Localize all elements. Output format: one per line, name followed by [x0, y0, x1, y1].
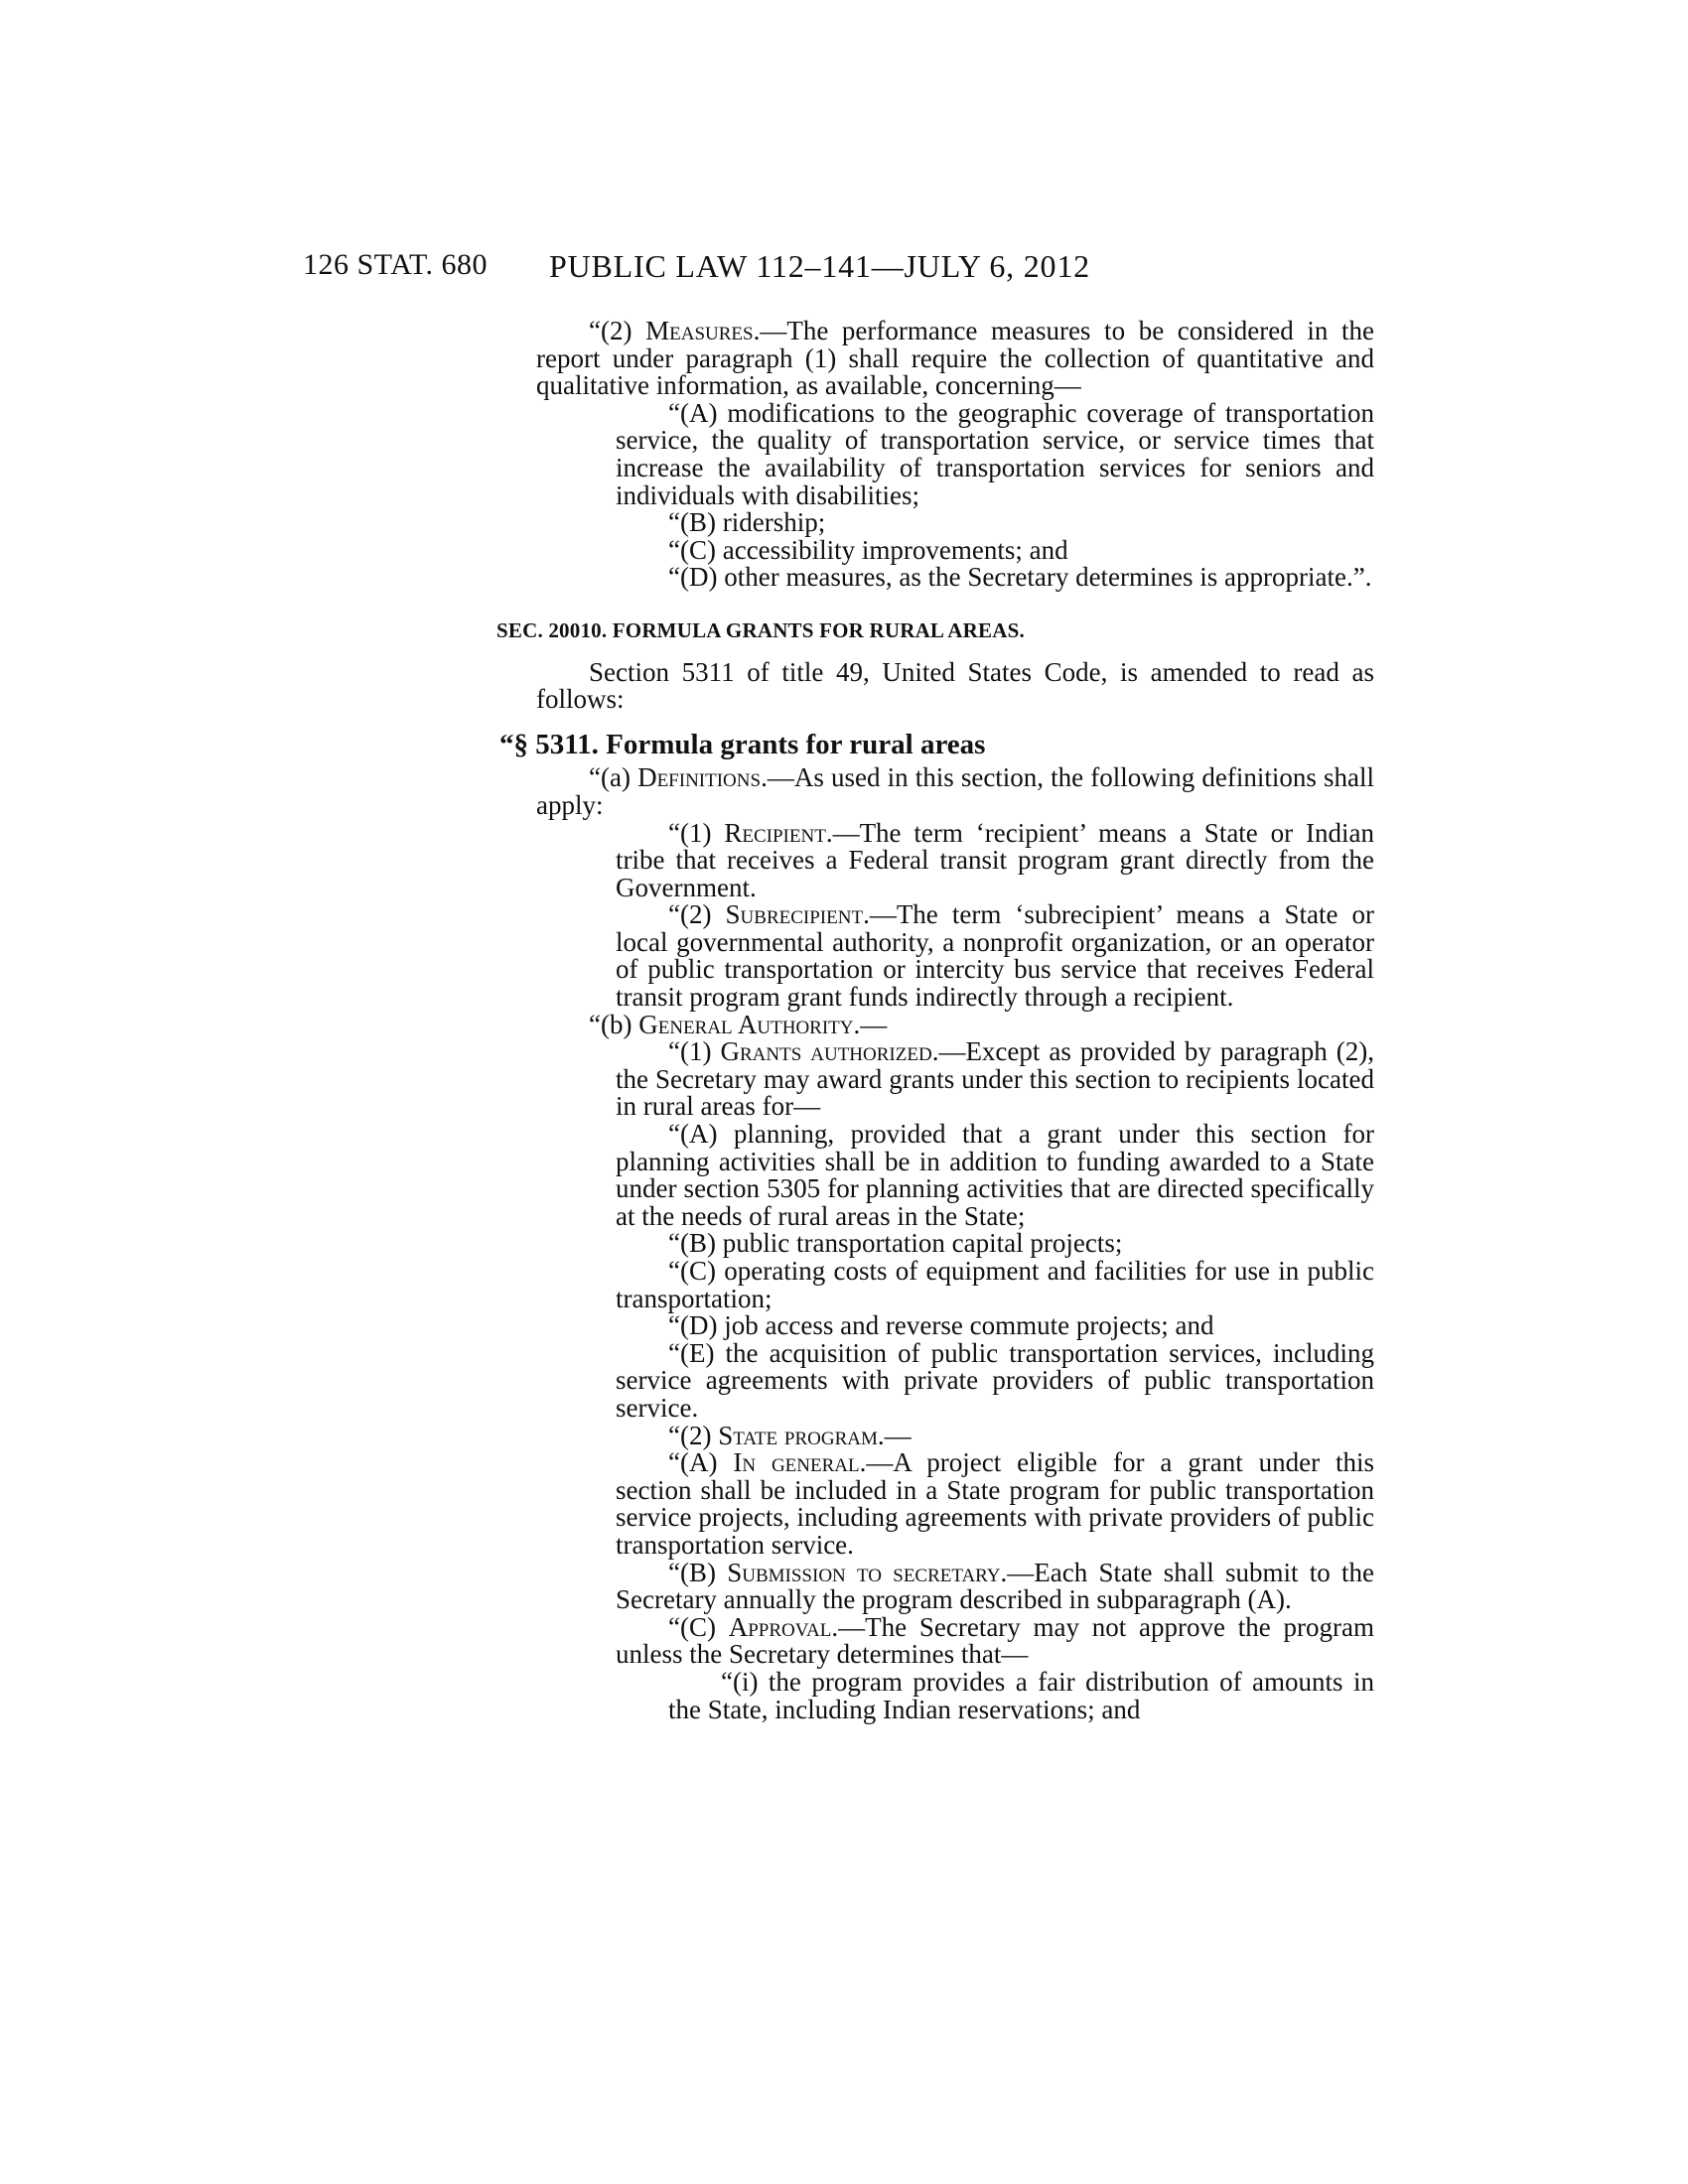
approval-text: .—The Secretary may not approve the program unless the Secretary determines that— — [616, 1611, 1374, 1670]
recipient-heading: Recipient — [724, 817, 826, 848]
grants-item-d: “(D) job access and reverse commute projects; and — [668, 1310, 1214, 1341]
measures-heading: Measures — [645, 316, 754, 345]
measures-text: .—The performance measures to be considered in the report under paragraph (1) shall require the collection of quantitative and qualitative information, as available, concerning— — [536, 316, 1375, 401]
grants-authorized-heading: Grants authorized — [720, 1036, 932, 1067]
grants-authorized-paragraph — [536, 1038, 1374, 1121]
grants-authorized-lead: “(1) — [668, 1036, 721, 1067]
submission-text: .—Each State shall submit to the Secretary annually the program described in subparagraph (A). — [616, 1557, 1374, 1615]
general-authority-heading: General Authority — [638, 1009, 854, 1039]
subrecipient-text: .—The term ‘subrecipient’ means a State or local governmental authority, a nonprofit organization, or an operator of public transportation or intercity bus service that receives Federal transit program grant funds indirectly through a recipient. — [616, 899, 1375, 1013]
subrecipient-lead: “(2) — [668, 899, 726, 930]
section-5311-heading: “§ 5311. Formula grants for rural areas — [499, 728, 986, 760]
approval-heading: Approval — [728, 1611, 832, 1642]
general-authority-lead: “(b) — [589, 1009, 639, 1039]
in-general-heading: In general — [733, 1447, 860, 1478]
definitions-lead: “(a) — [589, 762, 638, 793]
submission-paragraph — [536, 1557, 1374, 1615]
measures-item-d: “(D) other measures, as the Secretary determines is appropriate.”. — [668, 562, 1372, 593]
in-general-text: .—A project eligible for a grant under this section shall be included in a State program for public transportation service projects, including agreements with private providers of public transportation service. — [616, 1447, 1374, 1560]
approval-lead: “(C) — [668, 1611, 729, 1642]
submission-heading: Submission to secretary — [727, 1557, 1001, 1587]
measures-lead: “(2) — [589, 316, 646, 345]
grants-item-b: “(B) public transportation capital projects; — [668, 1228, 1123, 1259]
approval-clause-i: “(i) the program provides a fair distribution of amounts in the State, including Indian reservations; and — [668, 1666, 1374, 1724]
state-program-paragraph — [536, 1420, 1374, 1450]
approval-paragraph — [536, 1611, 1374, 1670]
submission-lead: “(B) — [668, 1557, 728, 1587]
grants-item-a: “(A) planning, provided that a grant under this section for planning activities shall be in addition to funding awarded to a State under section 5305 for planning activities that are directed specifically at the needs of rural areas in the State; — [616, 1119, 1374, 1231]
public-law-title: PUBLIC LAW 112–141—JULY 6, 2012 — [549, 248, 1090, 284]
grants-item-c: “(C) operating costs of equipment and facilities for use in public transportation; — [616, 1256, 1374, 1313]
section-title: SEC. 20010. FORMULA GRANTS FOR RURAL AREAS. — [496, 617, 1025, 642]
general-authority-text: .— — [853, 1009, 888, 1039]
state-program-heading: State program — [718, 1420, 878, 1450]
grants-authorized-text: .—Except as provided by paragraph (2), the Secretary may award grants under this section to recipients located in rural areas for— — [616, 1036, 1375, 1122]
recipient-definition — [536, 817, 1375, 902]
measures-item-c: “(C) accessibility improvements; and — [668, 534, 1068, 565]
recipient-text: .—The term ‘recipient’ means a State or Indian tribe that receives a Federal transit program grant directly from the Government. — [616, 817, 1375, 902]
document-body — [496, 316, 1375, 1724]
stat-page-number: 126 STAT. 680 — [303, 248, 489, 281]
measures-item-a: “(A) modifications to the geographic coverage of transportation service, the quality of transportation service, or service times that increase the availability of transportation services for seniors and individuals with disabilities; — [616, 397, 1374, 510]
in-general-lead: “(A) — [668, 1447, 734, 1478]
state-program-text: .— — [877, 1420, 912, 1450]
measures-item-b: “(B) ridership; — [668, 507, 826, 538]
subrecipient-heading: Subrecipient — [725, 899, 864, 930]
general-authority-paragraph — [536, 1009, 1374, 1039]
in-general-paragraph — [536, 1449, 1374, 1559]
definitions-heading: Definitions — [637, 762, 762, 793]
state-program-lead: “(2) — [668, 1420, 719, 1450]
grants-item-e: “(E) the acquisition of public transportation services, including service agreements with private providers of public transportation service. — [616, 1337, 1374, 1423]
recipient-lead: “(1) — [668, 817, 725, 848]
definitions-paragraph — [536, 764, 1374, 819]
measures-paragraph — [536, 318, 1374, 400]
page-header — [0, 248, 1688, 288]
subrecipient-definition — [536, 901, 1374, 1011]
definitions-text: .—As used in this section, the following definitions shall apply: — [536, 762, 1374, 820]
section-intro: Section 5311 of title 49, United States Code, is amended to read as follows: — [536, 656, 1374, 715]
